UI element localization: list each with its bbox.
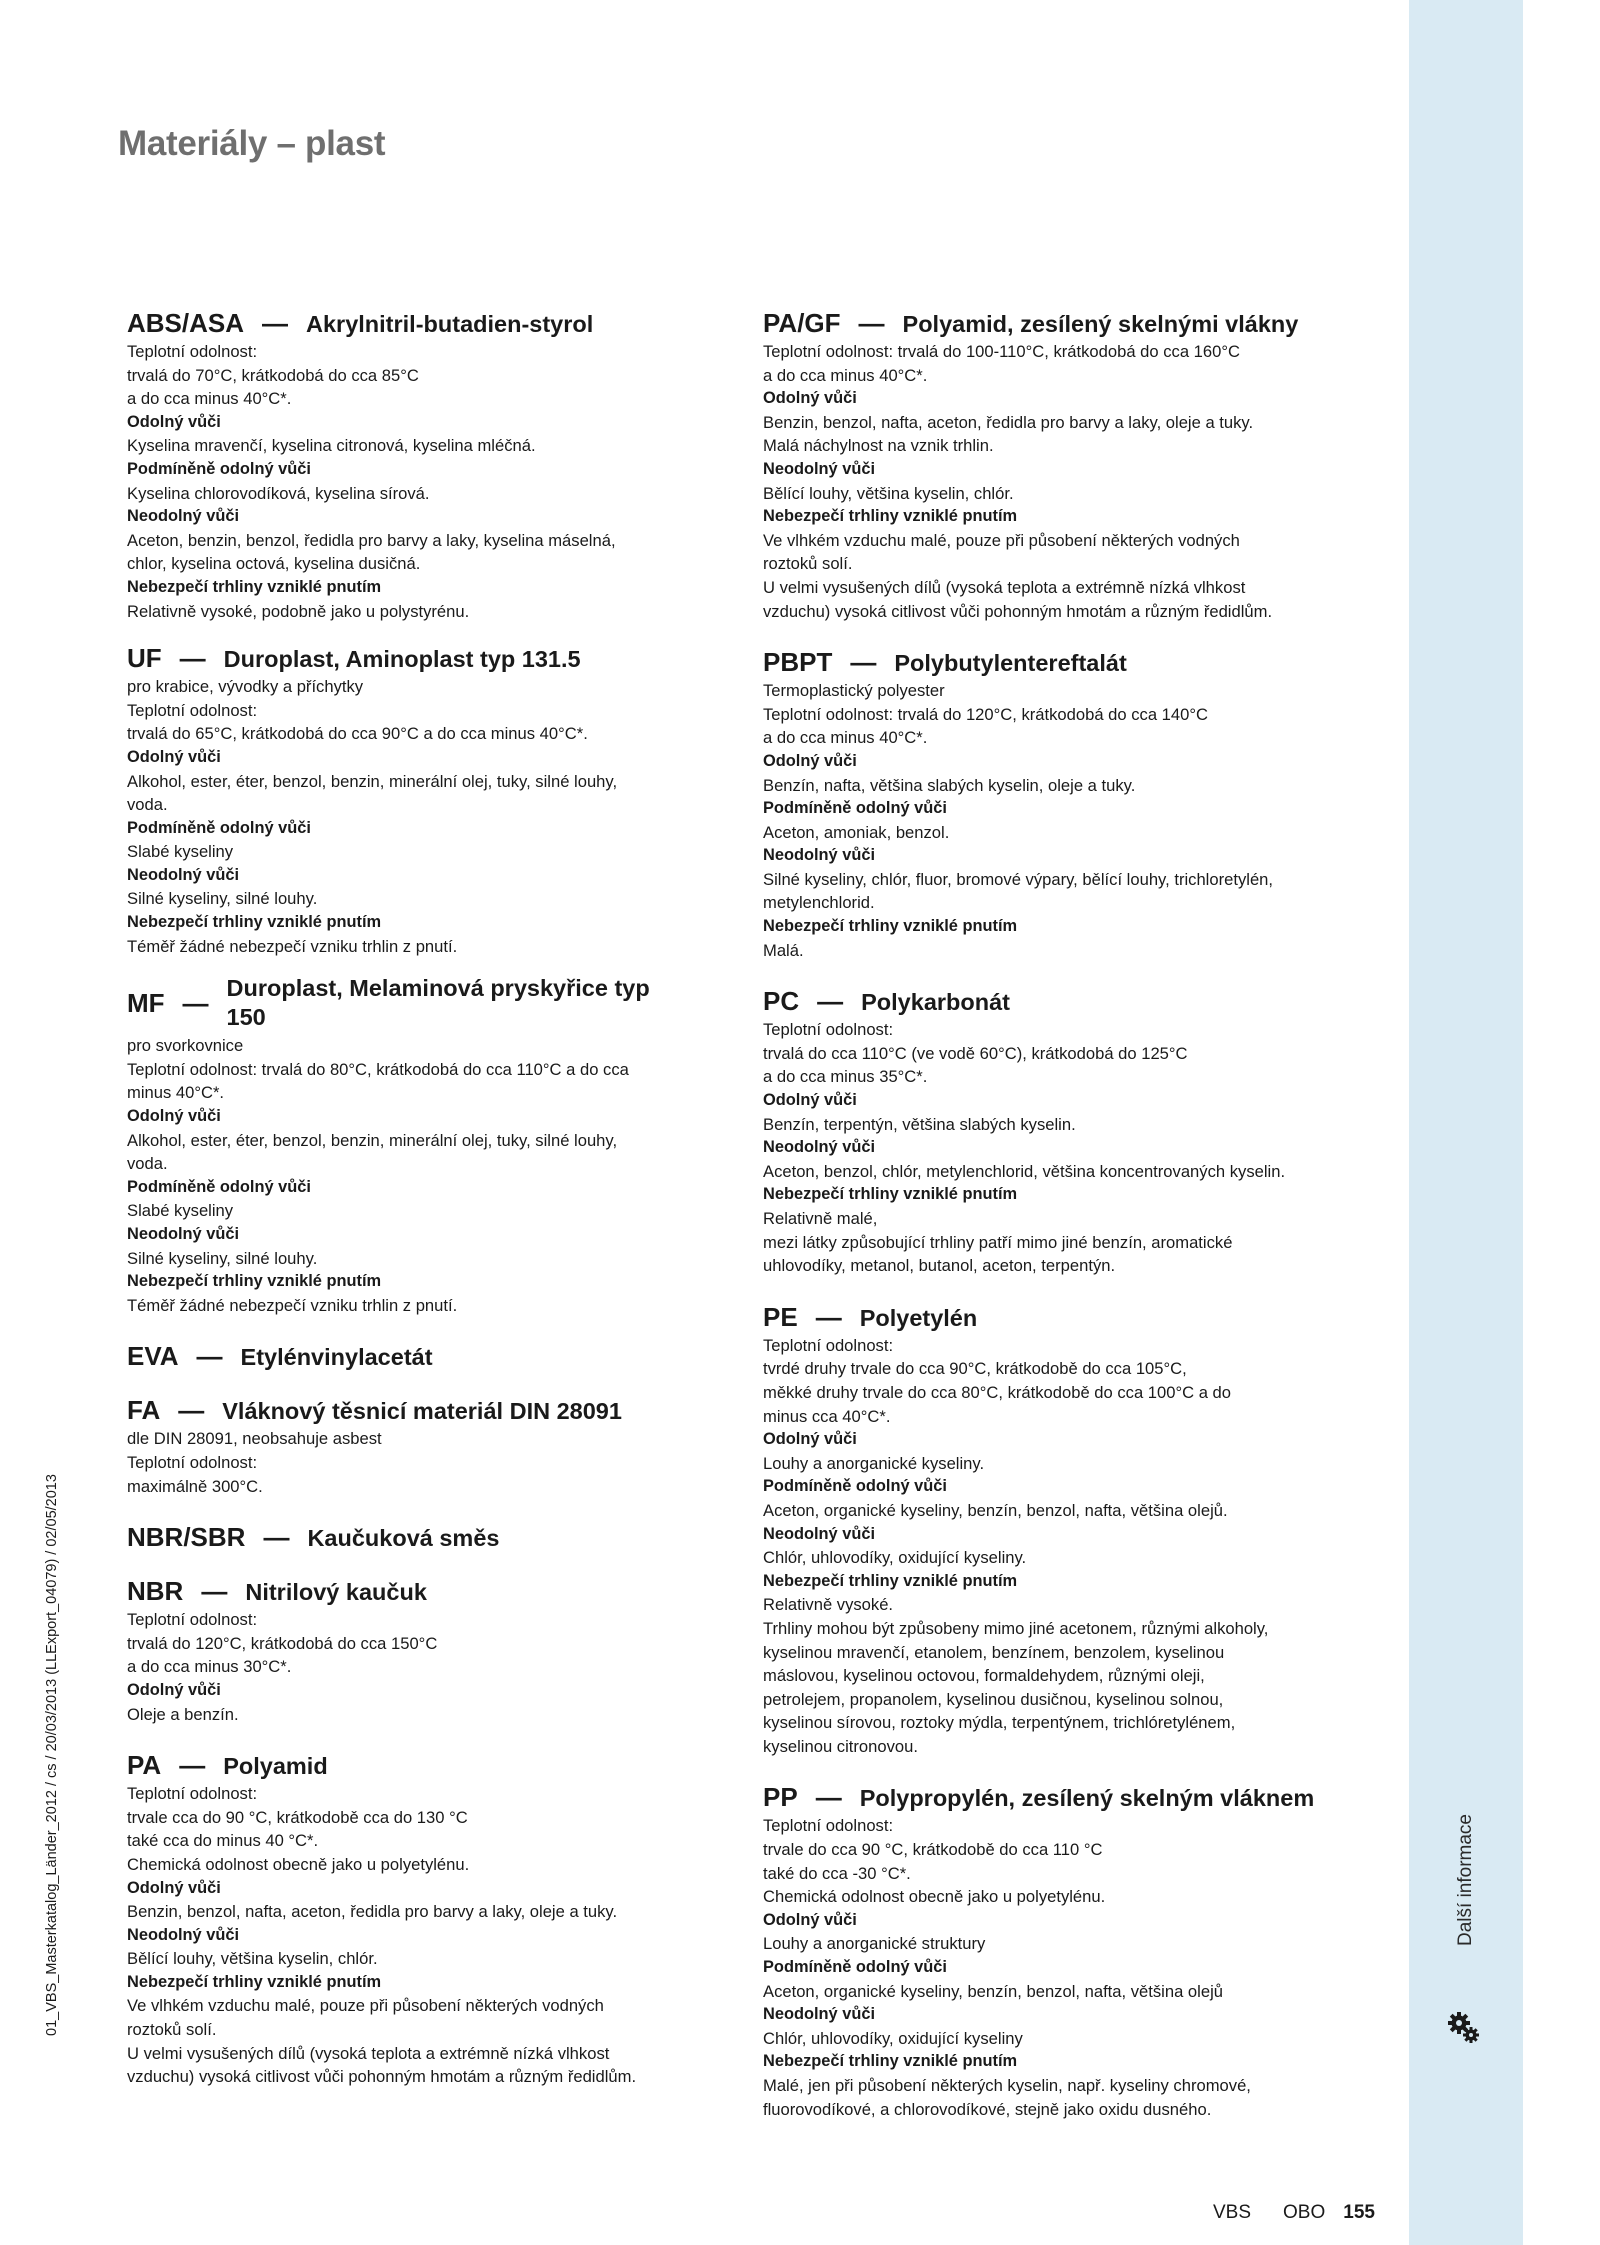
property-text: Teplotní odolnost: bbox=[127, 1452, 258, 1472]
property-text: Teplotní odolnost: trvalá do 120°C, krátkodobá do cca 140°C bbox=[763, 704, 1208, 724]
material-heading bbox=[127, 308, 737, 338]
property-label: Nebezpečí trhliny vzniklé pnutím bbox=[763, 917, 1018, 936]
property-label: Nebezpečí trhliny vzniklé pnutím bbox=[763, 507, 1018, 526]
property-text: kyselinou citronovou. bbox=[763, 1736, 918, 1756]
material-entry-pbpt bbox=[763, 647, 1383, 962]
material-heading bbox=[127, 1750, 737, 1780]
property-text: Teplotní odolnost: trvalá do 100-110°C, krátkodobá do cca 160°C bbox=[763, 342, 1240, 361]
gear-icon bbox=[1446, 2010, 1480, 2044]
property-text: Teplotní odolnost: bbox=[127, 1610, 258, 1630]
material-entry-pe bbox=[763, 1302, 1383, 1759]
property-text: pro krabice, vývodky a příchytky bbox=[127, 677, 364, 697]
heading-dash: — bbox=[262, 308, 289, 338]
property-text: kyselinou sírovou, roztoky mýdla, terpentýnem, trichlóretylénem, bbox=[763, 1713, 1236, 1733]
right-column bbox=[763, 308, 1383, 2143]
material-name-line: 150 bbox=[226, 1004, 266, 1031]
property-label: Neodolný vůči bbox=[127, 507, 240, 526]
property-text: Malá. bbox=[763, 940, 804, 960]
property-text: Termoplastický polyester bbox=[763, 681, 945, 701]
property-label: Odolný vůči bbox=[127, 412, 221, 431]
heading-dash: — bbox=[817, 986, 844, 1017]
material-heading bbox=[127, 1395, 737, 1425]
property-text: a do cca minus 30°C*. bbox=[127, 1657, 292, 1677]
property-label: Odolný vůči bbox=[127, 1878, 221, 1897]
material-name: Kaučuková směs bbox=[307, 1525, 500, 1552]
property-text: Alkohol, ester, éter, benzol, benzin, minerální olej, tuky, silné louhy, bbox=[127, 771, 618, 791]
property-label: Neodolný vůči bbox=[127, 865, 240, 884]
property-text: Teplotní odolnost: bbox=[763, 1020, 894, 1040]
material-name: Akrylnitril-butadien-styrol bbox=[306, 311, 594, 337]
material-heading bbox=[127, 1522, 737, 1552]
material-name: Polyamid, zesílený skelnými vlákny bbox=[902, 311, 1299, 337]
property-label: Neodolný vůči bbox=[763, 1138, 876, 1157]
heading-dash: — bbox=[815, 1301, 842, 1332]
property-text: mezi látky způsobující trhliny patří mimo jiné benzín, aromatické bbox=[763, 1232, 1233, 1252]
property-text: Chemická odolnost obecně jako u polyetylénu. bbox=[763, 1887, 1106, 1907]
property-text: Ve vlhkém vzduchu malé, pouze při působení některých vodných bbox=[763, 530, 1240, 550]
property-text: Louhy a anorganické kyseliny. bbox=[763, 1453, 985, 1473]
property-text: Teplotní odolnost: bbox=[127, 1784, 258, 1804]
heading-dash: — bbox=[182, 988, 209, 1019]
property-text: voda. bbox=[127, 1154, 168, 1174]
material-name: Polybutylentereftalát bbox=[894, 650, 1127, 677]
property-label: Odolný vůči bbox=[763, 1091, 857, 1110]
material-code: EVA bbox=[127, 1341, 179, 1372]
property-label: Nebezpečí trhliny vzniklé pnutím bbox=[127, 1972, 382, 1991]
property-text: Slabé kyseliny bbox=[127, 1201, 234, 1221]
property-text: Alkohol, ester, éter, benzol, benzin, minerální olej, tuky, silné louhy, bbox=[127, 1130, 618, 1150]
property-text: Kyselina mravenčí, kyselina citronová, kyselina mléčná. bbox=[127, 436, 536, 456]
property-text: Téměř žádné nebezpečí vzniku trhlin z pnutí. bbox=[127, 936, 458, 956]
property-text: U velmi vysušených dílů (vysoká teplota a extrémně nízká vlhkost bbox=[127, 2043, 610, 2063]
property-text: trvalá do 70°C, krátkodobá do cca 85°C bbox=[127, 365, 419, 385]
property-text: Benzín, nafta, většina slabých kyselin, oleje a tuky. bbox=[763, 775, 1136, 795]
material-entry-eva bbox=[127, 1341, 737, 1371]
property-text: Trhliny mohou být způsobeny mimo jiné acetonem, různými alkoholy, bbox=[763, 1618, 1269, 1638]
property-text: Aceton, amoniak, benzol. bbox=[763, 822, 950, 842]
property-text: tvrdé druhy trvale do cca 90°C, krátkodobě do cca 105°C, bbox=[763, 1359, 1187, 1379]
material-name-line: Duroplast, Melaminová pryskyřice typ bbox=[226, 975, 650, 1002]
material-code: ABS/ASA bbox=[127, 308, 245, 338]
property-text: pro svorkovnice bbox=[127, 1036, 244, 1056]
property-label: Neodolný vůči bbox=[127, 1925, 240, 1944]
heading-dash: — bbox=[858, 308, 885, 338]
property-text: a do cca minus 35°C*. bbox=[763, 1067, 928, 1087]
property-text: Benzin, benzol, nafta, aceton, ředidla pro barvy a laky, oleje a tuky. bbox=[127, 1902, 618, 1922]
material-heading bbox=[127, 1341, 737, 1371]
property-text: trvale cca do 90 °C, krátkodobě cca do 130 °C bbox=[127, 1807, 468, 1827]
material-entry-uf bbox=[127, 643, 737, 958]
material-name bbox=[227, 974, 650, 1032]
property-text: Teplotní odolnost: trvalá do 80°C, krátkodobá do cca 110°C a do cca bbox=[127, 1059, 629, 1079]
property-text: U velmi vysušených dílů (vysoká teplota a extrémně nízká vlhkost bbox=[763, 577, 1246, 597]
material-entry-pc bbox=[763, 986, 1383, 1278]
property-text: trvalá do 65°C, krátkodobá do cca 90°C a do cca minus 40°C*. bbox=[127, 724, 588, 744]
material-entry-abs-asa bbox=[127, 308, 737, 623]
material-code: NBR/SBR bbox=[127, 1522, 246, 1553]
sidebar-label: Další informace bbox=[1455, 1814, 1476, 1946]
left-column bbox=[127, 308, 737, 2111]
material-name: Polypropylén, zesílený skelným vláknem bbox=[859, 1785, 1315, 1812]
property-text: roztoků solí. bbox=[127, 2020, 217, 2040]
property-text: trvale do cca 90 °C, krátkodobě do cca 110 °C bbox=[763, 1840, 1103, 1860]
material-code: MF bbox=[127, 988, 165, 1019]
property-label: Podmíněně odolný vůči bbox=[127, 1177, 311, 1196]
property-text: Slabé kyseliny bbox=[127, 842, 234, 862]
property-label: Nebezpečí trhliny vzniklé pnutím bbox=[763, 2052, 1018, 2071]
material-entry-nbr-sbr bbox=[127, 1522, 737, 1552]
property-text: Aceton, organické kyseliny, benzín, benzol, nafta, většina olejů bbox=[763, 1981, 1223, 2001]
property-label: Odolný vůči bbox=[763, 751, 857, 770]
material-entry-mf bbox=[127, 974, 737, 1317]
material-heading bbox=[763, 986, 1383, 1016]
property-text: Silné kyseliny, silné louhy. bbox=[127, 889, 318, 909]
material-name: Polyetylén bbox=[859, 1304, 978, 1331]
property-text: fluorovodíkové, a chlorovodíkové, stejně jako oxidu dusného. bbox=[763, 2099, 1212, 2119]
property-label: Podmíněně odolný vůči bbox=[763, 1958, 947, 1977]
material-name: Vláknový těsnicí materiál DIN 28091 bbox=[222, 1398, 622, 1425]
property-text: trvalá do cca 110°C (ve vodě 60°C), krátkodobá do 125°C bbox=[763, 1043, 1188, 1063]
property-text: petrolejem, propanolem, kyselinou dusičnou, kyselinou solnou, bbox=[763, 1689, 1224, 1709]
property-text: Relativně vysoké, podobně jako u polystyrénu. bbox=[127, 601, 470, 621]
material-heading bbox=[763, 1302, 1383, 1332]
property-text: Oleje a benzín. bbox=[127, 1704, 239, 1724]
property-text: roztoků solí. bbox=[763, 554, 853, 574]
property-text: a do cca minus 40°C*. bbox=[763, 728, 928, 748]
footer-brand-obo: OBO bbox=[1283, 2202, 1326, 2223]
property-label: Neodolný vůči bbox=[763, 846, 876, 865]
heading-dash: — bbox=[178, 1395, 205, 1426]
page-title: Materiály – plast bbox=[118, 124, 386, 163]
material-heading bbox=[127, 974, 737, 1032]
property-text: Aceton, organické kyseliny, benzín, benzol, nafta, většina olejů. bbox=[763, 1500, 1228, 1520]
material-heading bbox=[763, 647, 1383, 677]
material-code: PC bbox=[763, 986, 800, 1017]
material-name: Polyamid bbox=[223, 1753, 328, 1780]
property-label: Podmíněně odolný vůči bbox=[127, 818, 311, 837]
material-name: Duroplast, Aminoplast typ 131.5 bbox=[223, 646, 581, 673]
material-code: PP bbox=[763, 1782, 798, 1813]
footer-brand-vbs: VBS bbox=[1213, 2202, 1252, 2223]
property-label: Odolný vůči bbox=[127, 1107, 221, 1126]
property-text: uhlovodíky, metanol, butanol, aceton, terpentýn. bbox=[763, 1256, 1116, 1276]
property-label: Neodolný vůči bbox=[763, 459, 876, 478]
property-text: trvalá do 120°C, krátkodobá do cca 150°C bbox=[127, 1633, 438, 1653]
property-text: minus 40°C*. bbox=[127, 1083, 225, 1103]
vertical-print-note: 01_VBS_Masterkatalog_Länder_2012 / cs / 20/03/2013 (LLExport_04079) / 02/05/2013 bbox=[44, 1474, 60, 2036]
heading-dash: — bbox=[263, 1522, 290, 1553]
property-label: Neodolný vůči bbox=[127, 1225, 240, 1243]
property-label: Odolný vůči bbox=[127, 1680, 221, 1699]
property-text: Chlór, uhlovodíky, oxidující kyseliny. bbox=[763, 1548, 1027, 1568]
property-text: a do cca minus 40°C*. bbox=[127, 389, 292, 409]
property-text: také do cca -30 °C*. bbox=[763, 1863, 911, 1883]
property-text: vzduchu) vysoká citlivost vůči pohonným hmotám a různým ředidlům. bbox=[763, 601, 1273, 621]
property-text: kyselinou mravenčí, etanolem, benzínem, benzolem, kyselinou bbox=[763, 1642, 1225, 1662]
property-label: Nebezpečí trhliny vzniklé pnutím bbox=[127, 913, 382, 932]
material-entry-pp bbox=[763, 1782, 1383, 2121]
property-label: Odolný vůči bbox=[763, 389, 857, 408]
property-label: Nebezpečí trhliny vzniklé pnutím bbox=[763, 1571, 1018, 1590]
property-text: Bělící louhy, většina kyselin, chlór. bbox=[127, 1949, 378, 1969]
property-text: Teplotní odolnost: bbox=[763, 1335, 894, 1355]
material-code: PA/GF bbox=[763, 308, 841, 338]
property-text: Teplotní odolnost: bbox=[127, 342, 258, 361]
material-name: Etylénvinylacetát bbox=[240, 1344, 433, 1371]
property-text: Benzin, benzol, nafta, aceton, ředidla pro barvy a laky, oleje a tuky. bbox=[763, 412, 1254, 432]
heading-dash: — bbox=[179, 643, 206, 674]
material-heading bbox=[127, 1576, 737, 1606]
heading-dash: — bbox=[196, 1341, 223, 1372]
property-text: Kyselina chlorovodíková, kyselina sírová. bbox=[127, 483, 430, 503]
property-text: Malé, jen při působení některých kyselin, např. kyseliny chromové, bbox=[763, 2076, 1251, 2095]
heading-dash: — bbox=[201, 1576, 228, 1607]
property-text: Chlór, uhlovodíky, oxidující kyseliny bbox=[763, 2028, 1023, 2048]
property-label: Odolný vůči bbox=[763, 1910, 857, 1929]
property-label: Nebezpečí trhliny vzniklé pnutím bbox=[127, 1272, 382, 1291]
property-text: měkké druhy trvale do cca 80°C, krátkodobě do cca 100°C a do bbox=[763, 1382, 1232, 1402]
material-heading bbox=[763, 308, 1383, 338]
property-text: chlor, kyselina octová, kyselina dusičná. bbox=[127, 554, 421, 574]
property-text: Aceton, benzin, benzol, ředidla pro barvy a laky, kyselina máselná, bbox=[127, 530, 616, 550]
page-number: 155 bbox=[1343, 2202, 1375, 2223]
property-label: Nebezpečí trhliny vzniklé pnutím bbox=[763, 1185, 1018, 1204]
heading-dash: — bbox=[179, 1750, 206, 1781]
property-text: Relativně vysoké. bbox=[763, 1595, 894, 1615]
property-text: Aceton, benzol, chlór, metylenchlorid, většina koncentrovaných kyselin. bbox=[763, 1161, 1286, 1181]
property-label: Podmíněně odolný vůči bbox=[763, 799, 947, 818]
property-label: Neodolný vůči bbox=[763, 1524, 876, 1543]
property-text: Silné kyseliny, silné louhy. bbox=[127, 1248, 318, 1268]
material-code: PE bbox=[763, 1301, 798, 1332]
property-text: Teplotní odolnost: bbox=[127, 700, 258, 720]
property-text: vzduchu) vysoká citlivost vůči pohonným hmotám a různým ředidlům. bbox=[127, 2067, 637, 2087]
material-code: FA bbox=[127, 1395, 161, 1426]
property-text: Chemická odolnost obecně jako u polyetylénu. bbox=[127, 1854, 470, 1874]
material-code: PA bbox=[127, 1750, 162, 1781]
property-text: Ve vlhkém vzduchu malé, pouze při působení některých vodných bbox=[127, 1996, 604, 2016]
property-text: Silné kyseliny, chlór, fluor, bromové výpary, bělící louhy, trichloretylén, bbox=[763, 869, 1274, 889]
property-text: maximálně 300°C. bbox=[127, 1476, 263, 1496]
property-label: Nebezpečí trhliny vzniklé pnutím bbox=[127, 577, 382, 596]
heading-dash: — bbox=[815, 1782, 842, 1813]
material-name: Polykarbonát bbox=[861, 989, 1010, 1016]
material-code: NBR bbox=[127, 1576, 184, 1607]
property-text: Bělící louhy, většina kyselin, chlór. bbox=[763, 483, 1014, 503]
property-text: Malá náchylnost na vznik trhlin. bbox=[763, 436, 994, 456]
property-text: Relativně malé, bbox=[763, 1209, 878, 1228]
property-text: voda. bbox=[127, 795, 168, 815]
property-label: Podmíněně odolný vůči bbox=[127, 459, 311, 478]
property-text: také cca do minus 40 °C*. bbox=[127, 1831, 319, 1851]
material-entry-nbr bbox=[127, 1576, 737, 1726]
material-code: UF bbox=[127, 643, 162, 674]
material-name: Nitrilový kaučuk bbox=[245, 1579, 427, 1606]
property-text: minus cca 40°C*. bbox=[763, 1406, 891, 1426]
material-heading bbox=[127, 643, 737, 673]
material-heading bbox=[763, 1782, 1383, 1812]
property-text: metylenchlorid. bbox=[763, 893, 875, 913]
material-entry-pa-gf bbox=[763, 308, 1383, 623]
material-code: PBPT bbox=[763, 647, 833, 678]
property-text: Teplotní odolnost: bbox=[763, 1816, 894, 1836]
property-text: máslovou, kyselinou octovou, formaldehydem, různými oleji, bbox=[763, 1666, 1205, 1686]
property-label: Neodolný vůči bbox=[763, 2005, 876, 2024]
property-text: dle DIN 28091, neobsahuje asbest bbox=[127, 1429, 382, 1449]
heading-dash: — bbox=[850, 647, 877, 678]
property-text: Téměř žádné nebezpečí vzniku trhlin z pnutí. bbox=[127, 1295, 458, 1315]
property-label: Odolný vůči bbox=[763, 1430, 857, 1449]
footer bbox=[1213, 2202, 1375, 2224]
property-label: Odolný vůči bbox=[127, 747, 221, 766]
property-text: Benzín, terpentýn, většina slabých kyselin. bbox=[763, 1114, 1076, 1134]
material-entry-fa bbox=[127, 1395, 737, 1498]
property-label: Podmíněně odolný vůči bbox=[763, 1477, 947, 1496]
property-text: Louhy a anorganické struktury bbox=[763, 1934, 986, 1954]
material-entry-pa bbox=[127, 1750, 737, 2089]
property-text: a do cca minus 40°C*. bbox=[763, 365, 928, 385]
